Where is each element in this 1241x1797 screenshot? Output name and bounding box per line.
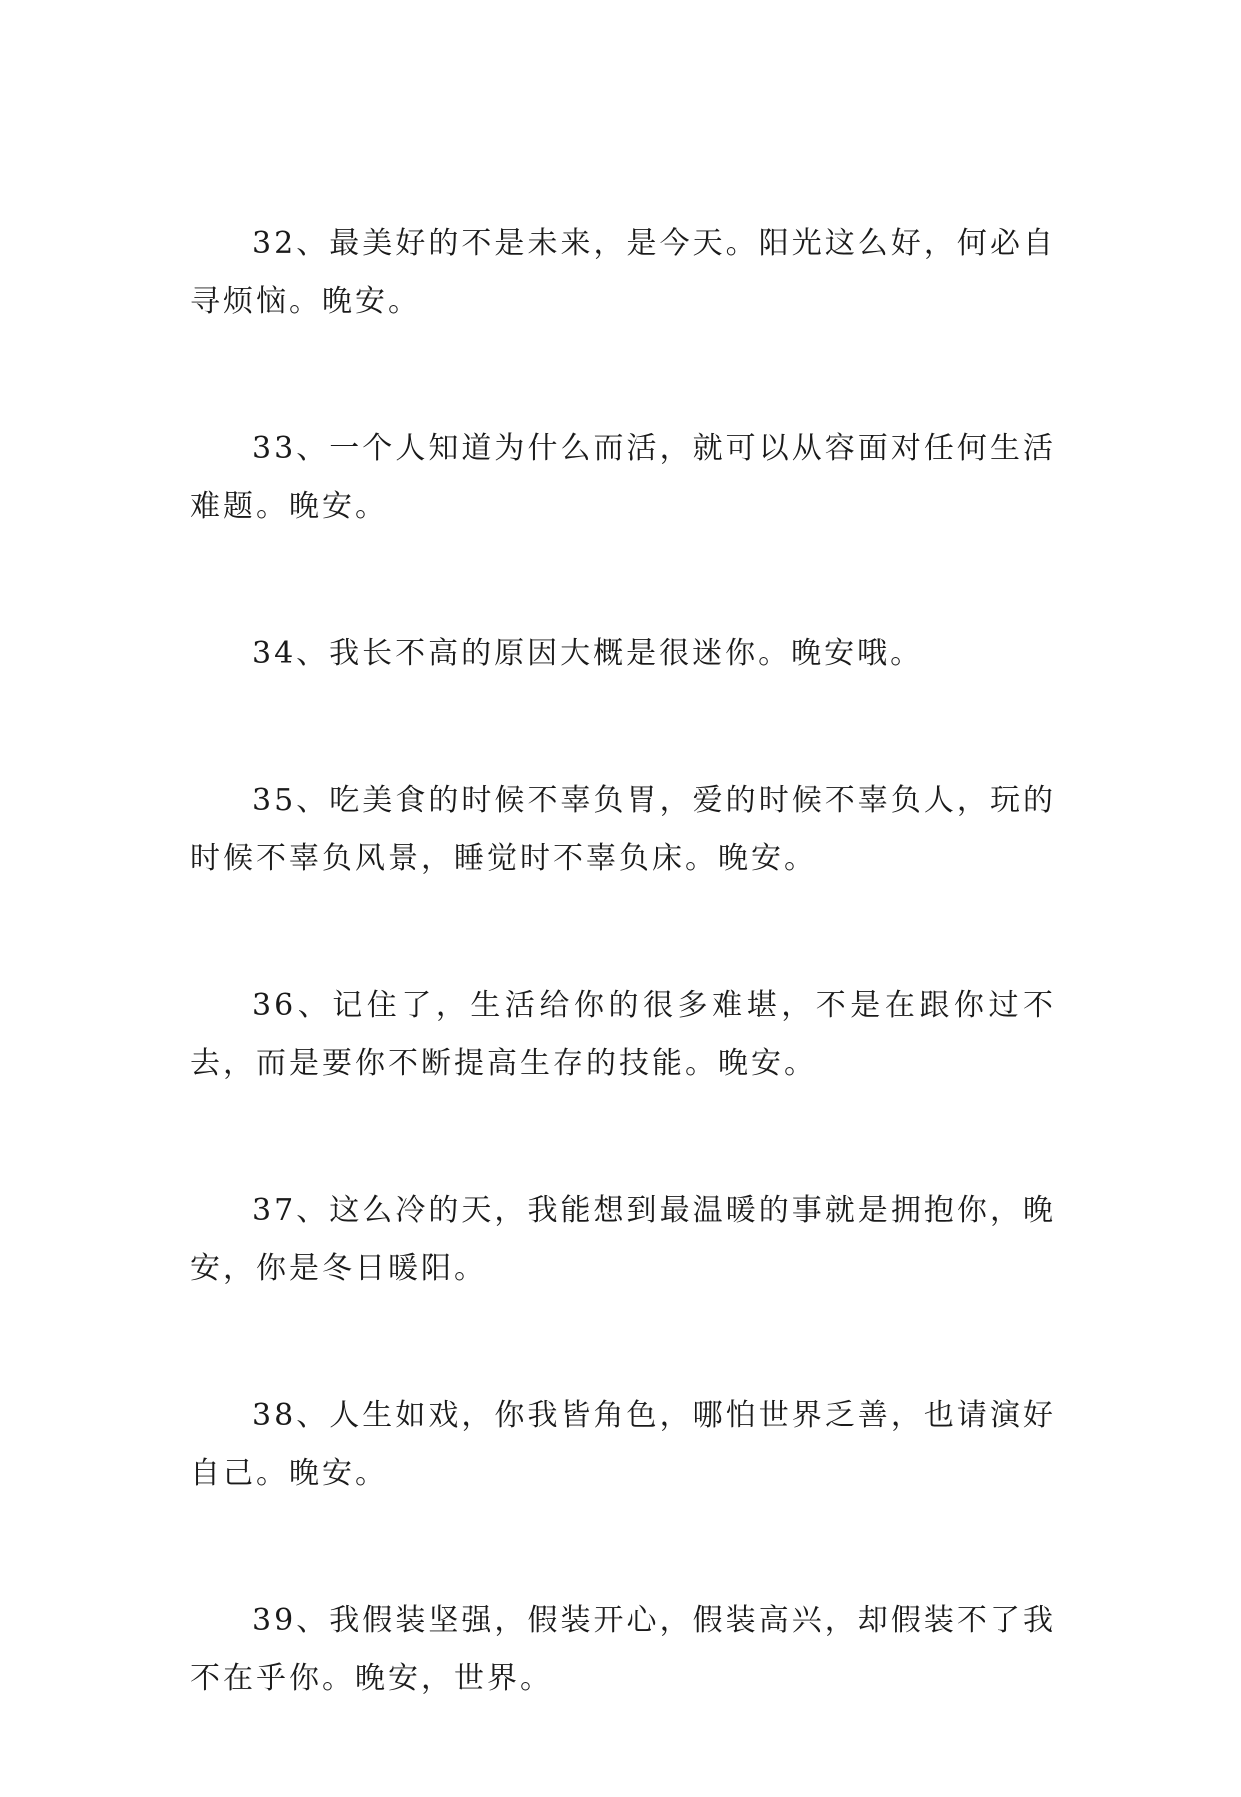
paragraph-35: 35、吃美食的时候不辜负胃，爱的时候不辜负人，玩的时候不辜负风景，睡觉时不辜负床。晚安。 [190,783,1056,876]
paragraph-34: 34、我长不高的原因大概是很迷你。晚安哦。 [252,636,924,671]
document-body [190,215,1056,1797]
paragraph-39: 39、我假装坚强，假装开心，假装高兴，却假装不了我不在乎你。晚安，世界。 [190,1603,1056,1696]
paragraph-32: 32、最美好的不是未来，是今天。阳光这么好，何必自寻烦恼。晚安。 [190,226,1056,319]
paragraph-33: 33、一个人知道为什么而活，就可以从容面对任何生活难题。晚安。 [190,431,1056,524]
paragraph-38: 38、人生如戏，你我皆角色，哪怕世界乏善，也请演好自己。晚安。 [190,1398,1056,1491]
paragraph-37: 37、这么冷的天，我能想到最温暖的事就是拥抱你，晚安，你是冬日暖阳。 [190,1193,1056,1286]
paragraph-36: 36、记住了，生活给你的很多难堪，不是在跟你过不去，而是要你不断提高生存的技能。晚安。 [190,988,1056,1081]
